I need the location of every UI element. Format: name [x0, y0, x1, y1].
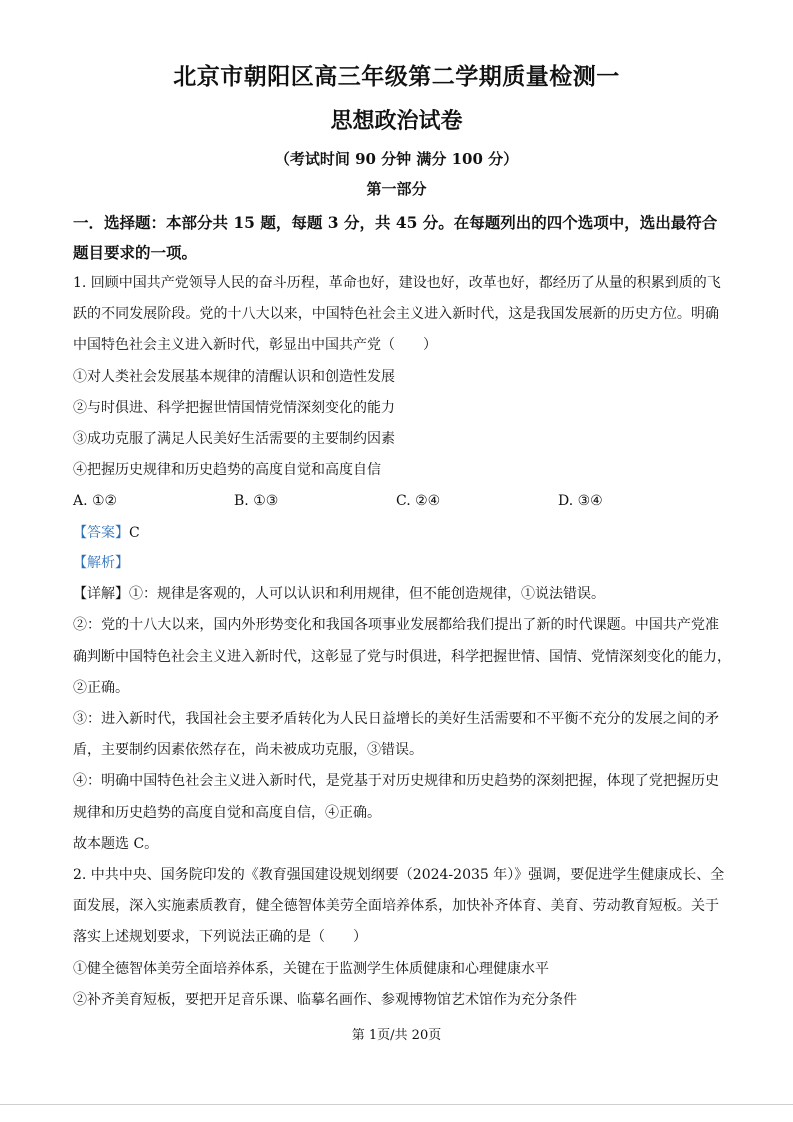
page-number: 第 1页/共 20页 [351, 1028, 442, 1043]
q2-stem-line: 面发展，深入实施素质教育，健全德智体美劳全面培养体系，加快补齐体育、美育、劳动教育短板。关于 [73, 898, 719, 914]
q1-detail-line: ③：进入新时代，我国社会主要矛盾转化为人民日益增长的美好生活需要和不平衡不充分的发展之间的矛 [73, 711, 719, 727]
exam-title: 北京市朝阳区高三年级第二学期质量检测一 [173, 64, 620, 90]
q1-detail-line: ④：明确中国特色社会主义进入新时代，是党基于对历史规律和历史趋势的深刻把握，体现了党把握历史 [73, 773, 719, 789]
q1-detail-line: ②正确。 [73, 680, 129, 696]
q1-answer-line [73, 523, 140, 543]
q1-stem-line: 跃的不同发展阶段。党的十八大以来，中国特色社会主义进入新时代，这是我国发展新的历史方位。明确 [73, 306, 719, 322]
q1-stem-line: 1. 回顾中国共产党领导人民的奋斗历程，革命也好，建设也好，改革也好，都经历了从量的积累到质的飞 [73, 275, 721, 291]
q1-detail-line: 确判断中国特色社会主义进入新时代，这彰显了党与时俱进，科学把握世情、国情、党情深刻变化的能力， [73, 649, 731, 665]
subject-title: 思想政治试卷 [330, 109, 463, 134]
q2-statement: ②补齐美育短板，要把开足音乐课、临摹名画作、参观博物馆艺术馆作为充分条件 [73, 992, 577, 1008]
part-heading: 第一部分 [366, 180, 427, 198]
q2-stem-line: 落实上述规划要求，下列说法正确的是（ ） [73, 929, 367, 945]
answer-tag: 【答案】 [73, 525, 129, 541]
q2-statement: ①健全德智体美劳全面培养体系，关键在于监测学生体质健康和心理健康水平 [73, 961, 549, 977]
q1-detail-line: 盾，主要制约因素依然存在，尚未被成功克服，③错误。 [73, 742, 423, 758]
answer-value: C [129, 525, 140, 541]
q1-option-a: A. ①② [73, 493, 118, 509]
q1-option-c: C. ②④ [396, 493, 441, 509]
section-instructions: 一．选择题：本部分共 15 题，每题 3 分，共 45 分。在每题列出的四个选项中，选出最符合题目要求的一项。 [73, 213, 718, 262]
q1-stem-line: 中国特色社会主义进入新时代，彰显出中国共产党（ ） [73, 337, 437, 353]
q1-statement: ④把握历史规律和历史趋势的高度自觉和高度自信 [73, 462, 381, 478]
q1-conclusion: 故本题选 C。 [73, 836, 159, 852]
q2-stem-line: 2. 中共中央、国务院印发的《教育强国建设规划纲要（2024-2035 年）》强调，要促进学生健康成长、全 [73, 867, 725, 883]
q1-detail-line [73, 584, 605, 604]
q1-detail-line: 规律和历史趋势的高度自觉和高度自信，④正确。 [73, 805, 381, 821]
exam-info: （考试时间 90 分钟 满分 100 分） [274, 150, 519, 168]
detail-tag: 【详解】 [73, 586, 129, 602]
q1-option-d: D. ③④ [558, 493, 603, 509]
q1-statement: ②与时俱进、科学把握世情国情党情深刻变化的能力 [73, 400, 395, 416]
q1-statement: ①对人类社会发展基本规律的清醒认识和创造性发展 [73, 369, 395, 385]
q1-statement: ③成功克服了满足人民美好生活需要的主要制约因素 [73, 431, 395, 447]
bottom-divider [0, 1104, 793, 1105]
analysis-tag: 【解析】 [73, 555, 129, 571]
detail-text: ①：规律是客观的，人可以认识和利用规律，但不能创造规律，①说法错误。 [129, 586, 605, 602]
q1-detail-line: ②：党的十八大以来，国内外形势变化和我国各项事业发展都给我们提出了新的时代课题。中国共产党准 [73, 617, 719, 633]
q1-analysis-line [73, 553, 129, 573]
q1-option-b: B. ①③ [234, 493, 279, 509]
